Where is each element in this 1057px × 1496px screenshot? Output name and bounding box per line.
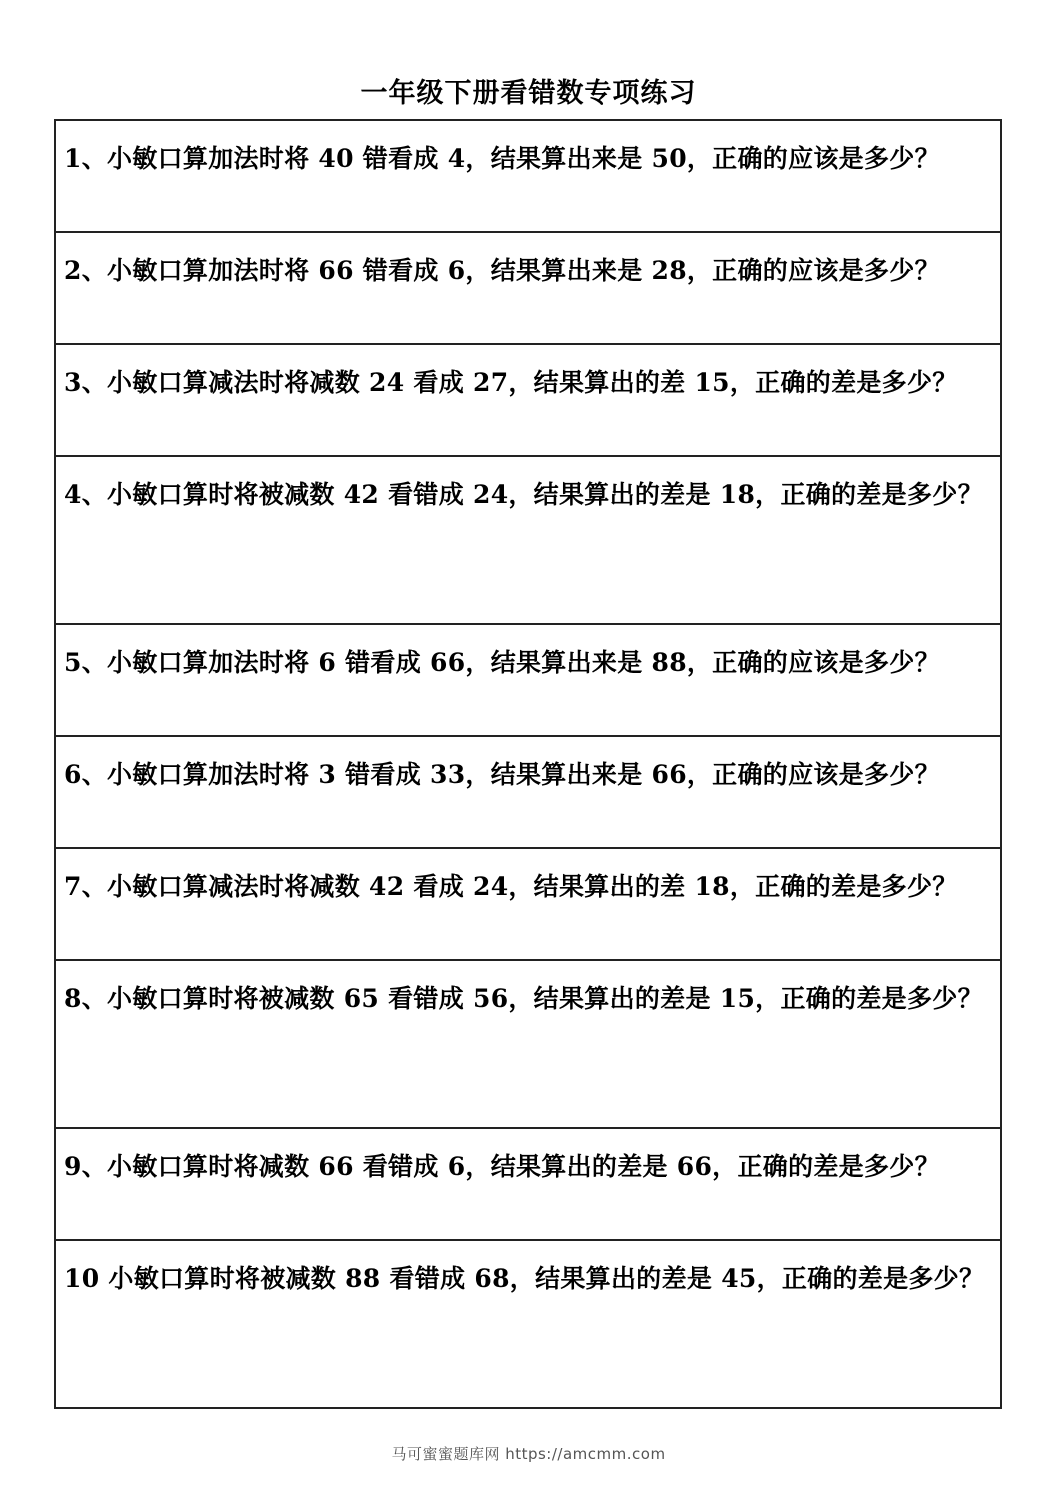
question-row-8	[56, 961, 1000, 1129]
question-row-9	[56, 1129, 1000, 1241]
page-title: 一年级下册看错数专项练习	[360, 78, 697, 109]
question-text-3: 3、小敏口算减法时将减数 24 看成 27，结果算出的差 15，正确的差是多少？	[64, 368, 958, 397]
question-text-2: 2、小敏口算加法时将 66 错看成 6，结果算出来是 28，正确的应该是多少？	[64, 256, 940, 285]
question-text-7: 7、小敏口算减法时将减数 42 看成 24，结果算出的差 18，正确的差是多少？	[64, 872, 958, 901]
question-text-4: 4、小敏口算时将被减数 42 看错成 24，结果算出的差是 18，正确的差是多少？	[64, 480, 983, 509]
question-row-6	[56, 737, 1000, 849]
question-row-10	[56, 1241, 1000, 1407]
question-row-5	[56, 625, 1000, 737]
question-table	[54, 119, 1002, 1409]
question-row-4	[56, 457, 1000, 625]
footer-watermark: 马可蜜蜜题库网 https://amcmm.com	[391, 1445, 666, 1463]
question-row-2	[56, 233, 1000, 345]
question-text-9: 9、小敏口算时将减数 66 看错成 6，结果算出的差是 66，正确的差是多少？	[64, 1152, 940, 1181]
question-row-1	[56, 121, 1000, 233]
question-row-7	[56, 849, 1000, 961]
question-text-10: 10 小敏口算时将被减数 88 看错成 68，结果算出的差是 45，正确的差是多少？	[64, 1264, 985, 1293]
question-text-1: 1、小敏口算加法时将 40 错看成 4，结果算出来是 50，正确的应该是多少？	[64, 144, 940, 173]
question-row-3	[56, 345, 1000, 457]
question-text-8: 8、小敏口算时将被减数 65 看错成 56，结果算出的差是 15，正确的差是多少？	[64, 984, 983, 1013]
question-text-6: 6、小敏口算加法时将 3 错看成 33，结果算出来是 66，正确的应该是多少？	[64, 760, 940, 789]
question-text-5: 5、小敏口算加法时将 6 错看成 66，结果算出来是 88，正确的应该是多少？	[64, 648, 940, 677]
